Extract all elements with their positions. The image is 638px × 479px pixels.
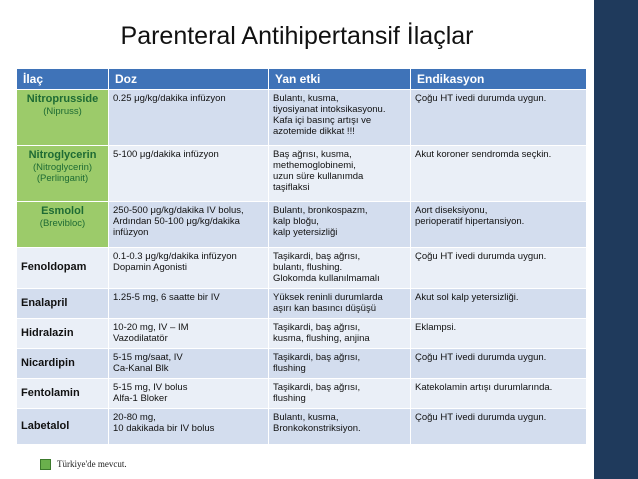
indication-cell-line: Çoğu HT ivedi durumda uygun.	[415, 93, 547, 104]
dose-cell	[109, 202, 269, 248]
indication-cell	[411, 289, 587, 319]
indication-cell	[411, 349, 587, 379]
dose-cell-line: Dopamin Agonisti	[113, 262, 187, 273]
indication-cell-line: Çoğu HT ivedi durumda uygun.	[415, 412, 547, 423]
drug-cell	[17, 289, 109, 319]
side-effects-cell-line: Bulantı, kusma,	[273, 412, 339, 423]
header-drug: İlaç	[17, 69, 109, 90]
side-effects-cell-line: flushing	[273, 393, 306, 404]
dose-cell-line: 250-500 μg/kg/dakika IV bolus,	[113, 205, 244, 216]
side-effects-cell-line: Bronkokonstriksiyon.	[273, 423, 361, 434]
side-effects-cell	[269, 202, 411, 248]
table-row	[17, 146, 587, 202]
side-effects-cell	[269, 349, 411, 379]
side-effects-cell-line: Bulantı, kusma,	[273, 93, 339, 104]
drug-cell	[17, 409, 109, 445]
side-effects-cell	[269, 146, 411, 202]
side-effects-cell-line: bulantı, flushing.	[273, 262, 343, 273]
dose-cell-line: 10 dakikada bir IV bolus	[113, 423, 215, 434]
side-effects-cell	[269, 319, 411, 349]
indication-cell-line: Akut koroner sendromda seçkin.	[415, 149, 552, 160]
dose-cell-line: 5-15 mg, IV bolus	[113, 382, 188, 393]
drug-name: Esmolol	[41, 205, 84, 217]
table-row	[17, 248, 587, 289]
side-effects-cell-line: taşiflaksi	[273, 182, 310, 193]
table-row	[17, 349, 587, 379]
side-effects-cell-line: Taşikardi, baş ağrısı,	[273, 352, 361, 363]
side-effects-cell-line: kalp yetersizliği	[273, 227, 338, 238]
side-effects-cell-line: kalp bloğu,	[273, 216, 319, 227]
legend-label: Türkiye'de mevcut.	[57, 459, 127, 469]
slide-side-bar	[594, 0, 638, 479]
side-effects-cell-line: uzun süre kullanımda	[273, 171, 364, 182]
side-effects-cell-line: azotemide dikkat !!!	[273, 126, 355, 137]
dose-cell-line: 10-20 mg, IV – IM	[113, 322, 189, 333]
drug-name: Nitroglycerin	[28, 149, 97, 161]
indication-cell	[411, 146, 587, 202]
drug-cell	[17, 202, 109, 248]
dose-cell-line: Alfa-1 Bloker	[113, 393, 168, 404]
side-effects-cell	[269, 409, 411, 445]
dose-cell	[109, 349, 269, 379]
indication-cell	[411, 409, 587, 445]
side-effects-cell-line: methemoglobinemi,	[273, 160, 356, 171]
side-effects-cell-line: Baş ağrısı, kusma,	[273, 149, 352, 160]
drug-cell	[17, 379, 109, 409]
indication-cell-line: Katekolamin artışı durumlarında.	[415, 382, 553, 393]
side-effects-cell-line: aşırı kan basıncı düşüşü	[273, 303, 376, 314]
drug-brand-name: (Brevibloc)	[39, 218, 86, 229]
drug-name: Fentolamin	[21, 386, 80, 399]
side-effects-cell-line: flushing	[273, 363, 306, 374]
drug-name: Nitroprusside	[26, 93, 99, 105]
table-row	[17, 202, 587, 248]
indication-cell-line: Çoğu HT ivedi durumda uygun.	[415, 251, 547, 262]
dose-cell	[109, 319, 269, 349]
dose-cell-line: Ca-Kanal Blk	[113, 363, 169, 374]
drug-name: Fenoldopam	[21, 261, 87, 273]
indication-cell	[411, 202, 587, 248]
side-effects-cell	[269, 90, 411, 146]
header-side-effects: Yan etki	[269, 69, 411, 90]
drug-brand-name: (Nipruss)	[43, 106, 82, 117]
header-indication: Endikasyon	[411, 69, 587, 90]
side-effects-cell-line: Taşikardi, baş ağrısı,	[273, 382, 361, 393]
table-row	[17, 90, 587, 146]
indication-cell	[411, 90, 587, 146]
table-row	[17, 289, 587, 319]
indication-cell-line: Aort diseksiyonu,	[415, 205, 488, 216]
table-row	[17, 319, 587, 349]
drug-cell	[17, 90, 109, 146]
legend-swatch	[40, 459, 51, 470]
dose-cell	[109, 409, 269, 445]
indication-cell-line: Çoğu HT ivedi durumda uygun.	[415, 352, 547, 363]
drug-name: Enalapril	[21, 296, 68, 309]
side-effects-cell-line: Taşikardi, baş ağrısı,	[273, 251, 361, 262]
drug-cell	[17, 248, 109, 289]
drug-cell	[17, 319, 109, 349]
table-header-row	[17, 69, 587, 90]
slide-title: Parenteral Antihipertansif İlaçlar	[120, 22, 474, 50]
drug-brand-name: (Perlinganit)	[36, 173, 89, 184]
drug-name: Hidralazin	[21, 326, 74, 339]
indication-cell	[411, 379, 587, 409]
indication-cell	[411, 319, 587, 349]
dose-cell-line: 5-100 μg/dakika infüzyon	[113, 149, 219, 160]
side-effects-cell	[269, 248, 411, 289]
drug-name: Labetalol	[21, 419, 70, 432]
side-effects-cell	[269, 289, 411, 319]
table-row	[17, 379, 587, 409]
indication-cell-line: Eklampsi.	[415, 322, 457, 333]
drug-cell	[17, 349, 109, 379]
table-row	[17, 409, 587, 445]
dose-cell	[109, 248, 269, 289]
side-effects-cell	[269, 379, 411, 409]
side-effects-cell-line: Kafa içi basınç artışı ve	[273, 115, 372, 126]
indication-cell-line: perioperatif hipertansiyon.	[415, 216, 525, 227]
dose-cell-line: Ardından 50-100 μg/kg/dakika	[113, 216, 240, 227]
side-effects-cell-line: Yüksek reninli durumlarda	[273, 292, 383, 303]
drug-cell	[17, 146, 109, 202]
dose-cell-line: 1.25-5 mg, 6 saatte bir IV	[113, 292, 220, 303]
drug-table	[16, 68, 587, 445]
dose-cell	[109, 289, 269, 319]
table-body	[17, 90, 587, 445]
drug-brand-name: (Nitroglycerin)	[32, 162, 93, 173]
side-effects-cell-line: Taşikardi, baş ağrısı,	[273, 322, 361, 333]
dose-cell-line: 0.1-0.3 μg/kg/dakika infüzyon	[113, 251, 237, 262]
dose-cell-line: 20-80 mg,	[113, 412, 156, 423]
dose-cell	[109, 90, 269, 146]
dose-cell	[109, 379, 269, 409]
dose-cell-line: Vazodilatatör	[113, 333, 168, 344]
side-effects-cell-line: kusma, flushing, anjina	[273, 333, 370, 344]
dose-cell	[109, 146, 269, 202]
side-effects-cell-line: Bulantı, bronkospazm,	[273, 205, 368, 216]
header-dose: Doz	[109, 69, 269, 90]
dose-cell-line: 0.25 μg/kg/dakika infüzyon	[113, 93, 226, 104]
drug-name: Nicardipin	[21, 356, 75, 369]
side-effects-cell-line: tiyosiyanat intoksikasyonu.	[273, 104, 386, 115]
indication-cell	[411, 248, 587, 289]
dose-cell-line: infüzyon	[113, 227, 149, 238]
dose-cell-line: 5-15 mg/saat, IV	[113, 352, 183, 363]
side-effects-cell-line: Glokomda kullanılmamalı	[273, 273, 380, 284]
indication-cell-line: Akut sol kalp yetersizliği.	[415, 292, 519, 303]
